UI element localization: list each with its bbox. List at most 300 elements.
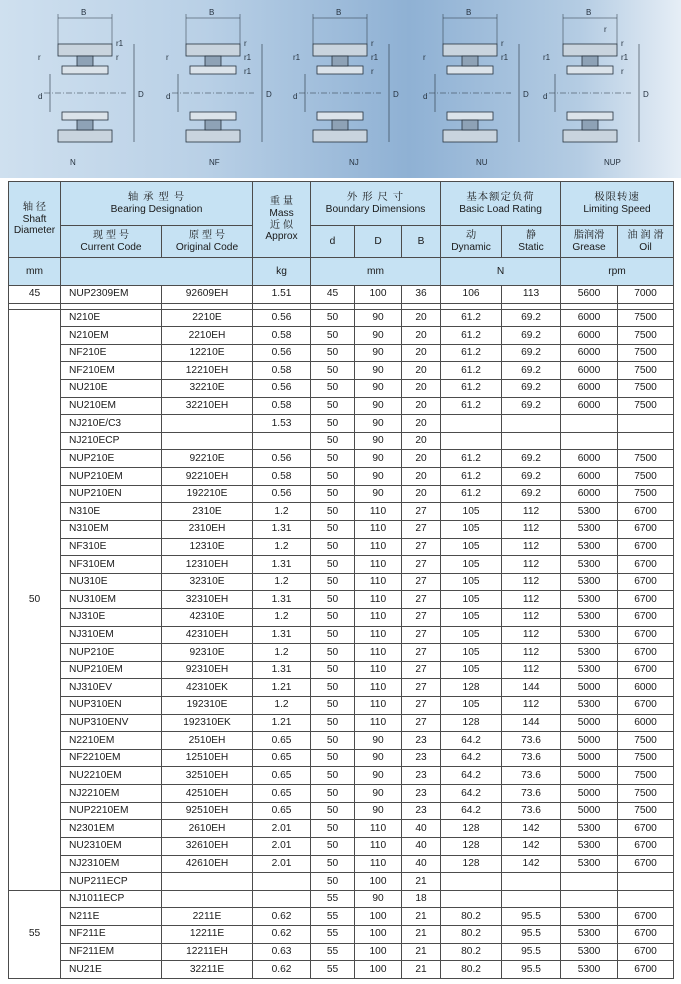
dim-label-d: d — [293, 92, 298, 101]
outer-D-cell: 90 — [355, 890, 402, 908]
oil-speed-cell: 7500 — [618, 749, 674, 767]
mass-cell: 1.31 — [253, 556, 311, 574]
bore-d-cell: 50 — [311, 837, 355, 855]
width-B-cell: 27 — [402, 538, 441, 556]
bore-d-cell: 50 — [311, 309, 355, 327]
original-code-cell: 2510EH — [162, 732, 253, 750]
outer-D-cell: 110 — [355, 679, 402, 697]
dynamic-load-cell: 61.2 — [441, 397, 502, 415]
static-load-cell: 112 — [502, 538, 561, 556]
static-load-cell: 95.5 — [502, 908, 561, 926]
dynamic-load-cell: 128 — [441, 837, 502, 855]
bore-d-cell: 50 — [311, 785, 355, 803]
static-load-cell: 142 — [502, 855, 561, 873]
shaft-diameter-cell: 55 — [9, 890, 61, 978]
current-code-cell: N210E — [61, 309, 162, 327]
bore-d-cell: 50 — [311, 873, 355, 891]
original-code-cell: 192310EK — [162, 714, 253, 732]
current-code-cell: NUP211ECP — [61, 873, 162, 891]
dim-label-r: r — [371, 39, 374, 48]
oil-zh: 油 润 滑 — [627, 229, 664, 241]
dim-label-r1: r1 — [116, 39, 124, 48]
original-code-zh: 原 型 号 — [188, 229, 226, 241]
dim-label-r: r — [371, 67, 374, 76]
bore-d-cell: 50 — [311, 520, 355, 538]
static-load-cell: 73.6 — [502, 767, 561, 785]
speed-header — [561, 182, 674, 226]
table-row — [9, 820, 674, 838]
mass-cell: 0.58 — [253, 468, 311, 486]
table-row — [9, 837, 674, 855]
outer-D-cell: 110 — [355, 556, 402, 574]
oil-speed-cell: 6700 — [618, 503, 674, 521]
original-code-en: Original Code — [175, 241, 239, 253]
static-load-cell: 69.2 — [502, 344, 561, 362]
inner-ring-top — [447, 66, 493, 74]
oil-speed-cell: 6000 — [618, 679, 674, 697]
dim-label-r: r — [423, 53, 426, 62]
diagram-name: NF — [209, 158, 220, 167]
table-row — [9, 327, 674, 345]
shaft-header — [9, 182, 61, 258]
static-load-cell: 69.2 — [502, 327, 561, 345]
dynamic-load-cell: 105 — [441, 556, 502, 574]
dynamic-load-cell — [441, 873, 502, 891]
mass-cell: 1.31 — [253, 661, 311, 679]
outer-D-cell: 90 — [355, 380, 402, 398]
dynamic-header — [441, 226, 502, 258]
current-code-cell: NF2210EM — [61, 749, 162, 767]
original-code-cell: 192310E — [162, 697, 253, 715]
bore-d-cell: 50 — [311, 608, 355, 626]
outer-D-cell: 110 — [355, 644, 402, 662]
current-code-cell: NUP310EN — [61, 697, 162, 715]
bore-d-cell: 50 — [311, 503, 355, 521]
inner-ring-bottom — [62, 112, 108, 120]
grease-speed-cell: 5300 — [561, 943, 618, 961]
static-load-cell: 113 — [502, 286, 561, 304]
original-code-cell: 92310E — [162, 644, 253, 662]
dynamic-load-cell: 80.2 — [441, 908, 502, 926]
current-code-cell: NUP210EM — [61, 468, 162, 486]
D-header: D — [355, 226, 402, 258]
grease-header — [561, 226, 618, 258]
static-en: Static — [518, 241, 544, 253]
original-code-cell: 2310EH — [162, 520, 253, 538]
mass-cell: 1.2 — [253, 538, 311, 556]
dynamic-load-cell: 64.2 — [441, 785, 502, 803]
outer-D-cell: 110 — [355, 538, 402, 556]
mass-cell: 1.21 — [253, 679, 311, 697]
width-B-cell: 23 — [402, 749, 441, 767]
original-code-cell: 2210E — [162, 309, 253, 327]
mass-cell: 1.2 — [253, 573, 311, 591]
width-B-cell: 21 — [402, 925, 441, 943]
bore-d-cell: 50 — [311, 714, 355, 732]
table-row — [9, 943, 674, 961]
d-header: d — [311, 226, 355, 258]
current-code-cell: NF210E — [61, 344, 162, 362]
mass-cell: 0.65 — [253, 802, 311, 820]
mass-header-en: Mass — [269, 207, 294, 219]
static-header — [502, 226, 561, 258]
bore-d-cell: 45 — [311, 286, 355, 304]
bore-d-cell: 50 — [311, 397, 355, 415]
dim-label-r: r — [244, 39, 247, 48]
bore-d-cell: 50 — [311, 450, 355, 468]
dynamic-load-cell: 105 — [441, 608, 502, 626]
original-code-cell: 2211E — [162, 908, 253, 926]
oil-speed-cell: 7500 — [618, 468, 674, 486]
grease-speed-cell: 5300 — [561, 626, 618, 644]
outer-D-cell: 100 — [355, 925, 402, 943]
mass-cell: 0.65 — [253, 767, 311, 785]
dynamic-load-cell: 64.2 — [441, 767, 502, 785]
static-load-cell: 95.5 — [502, 925, 561, 943]
speed-header-en: Limiting Speed — [583, 203, 651, 215]
grease-speed-cell: 6000 — [561, 380, 618, 398]
current-code-cell: NU2210EM — [61, 767, 162, 785]
oil-speed-cell: 7500 — [618, 802, 674, 820]
grease-speed-cell: 5300 — [561, 573, 618, 591]
original-code-cell: 92210E — [162, 450, 253, 468]
dynamic-load-cell: 106 — [441, 286, 502, 304]
outer-D-cell: 110 — [355, 661, 402, 679]
diagram-layer — [38, 8, 649, 167]
oil-speed-cell: 7500 — [618, 485, 674, 503]
mass-cell — [253, 873, 311, 891]
mass-header-en2: Approx — [265, 231, 298, 243]
oil-speed-cell: 6700 — [618, 626, 674, 644]
bore-d-cell: 50 — [311, 661, 355, 679]
roller-top — [462, 56, 478, 66]
dim-label-r: r — [621, 39, 624, 48]
width-B-cell: 27 — [402, 697, 441, 715]
oil-speed-cell — [618, 873, 674, 891]
load-header-zh: 基本额定负荷 — [466, 191, 535, 203]
outer-D-cell: 90 — [355, 327, 402, 345]
dim-label-B: B — [586, 8, 592, 17]
width-B-cell: 21 — [402, 908, 441, 926]
outer-D-cell: 110 — [355, 520, 402, 538]
original-code-cell: 42310EK — [162, 679, 253, 697]
dynamic-load-cell — [441, 415, 502, 433]
outer-D-cell: 110 — [355, 855, 402, 873]
table-row — [9, 538, 674, 556]
current-code-cell: NF210EM — [61, 362, 162, 380]
width-B-cell: 27 — [402, 661, 441, 679]
grease-speed-cell: 6000 — [561, 309, 618, 327]
table-row — [9, 468, 674, 486]
inner-ring-bottom — [567, 112, 613, 120]
bore-d-cell: 50 — [311, 749, 355, 767]
inner-ring-top — [62, 66, 108, 74]
oil-speed-cell: 6700 — [618, 573, 674, 591]
bore-d-cell: 50 — [311, 591, 355, 609]
grease-zh: 脂润滑 — [573, 229, 605, 241]
static-load-cell: 69.2 — [502, 485, 561, 503]
oil-speed-cell: 7500 — [618, 732, 674, 750]
table-row — [9, 908, 674, 926]
dim-label-B: B — [336, 8, 342, 17]
oil-speed-cell: 6700 — [618, 837, 674, 855]
width-B-cell: 40 — [402, 837, 441, 855]
outer-D-cell: 100 — [355, 873, 402, 891]
outer-D-cell: 110 — [355, 626, 402, 644]
original-code-cell: 192210E — [162, 485, 253, 503]
width-B-cell: 21 — [402, 961, 441, 979]
width-B-cell: 20 — [402, 344, 441, 362]
width-B-cell: 27 — [402, 679, 441, 697]
original-code-cell: 2610EH — [162, 820, 253, 838]
oil-header — [618, 226, 674, 258]
static-load-cell: 144 — [502, 714, 561, 732]
dim-label-r: r — [501, 39, 504, 48]
original-code-cell: 32211E — [162, 961, 253, 979]
original-code-cell: 42610EH — [162, 855, 253, 873]
outer-ring-bottom — [58, 130, 112, 142]
bore-d-cell: 50 — [311, 573, 355, 591]
static-load-cell: 112 — [502, 608, 561, 626]
dynamic-load-cell: 105 — [441, 661, 502, 679]
dynamic-load-cell: 80.2 — [441, 943, 502, 961]
dynamic-load-cell: 64.2 — [441, 802, 502, 820]
current-code-cell: NF310EM — [61, 556, 162, 574]
static-load-cell: 95.5 — [502, 961, 561, 979]
outer-D-cell: 110 — [355, 591, 402, 609]
dim-label-D: D — [643, 90, 649, 99]
table-row — [9, 503, 674, 521]
static-load-cell: 95.5 — [502, 943, 561, 961]
dynamic-load-cell: 105 — [441, 644, 502, 662]
width-B-cell: 23 — [402, 785, 441, 803]
shaft-header-zh: 轴 径 — [22, 201, 47, 213]
bore-d-cell: 50 — [311, 767, 355, 785]
bore-d-cell: 50 — [311, 538, 355, 556]
outer-ring-top — [443, 44, 497, 56]
dynamic-load-cell: 61.2 — [441, 344, 502, 362]
bearing-diagram-nup — [543, 8, 649, 167]
dynamic-load-cell: 128 — [441, 714, 502, 732]
grease-speed-cell: 6000 — [561, 450, 618, 468]
mass-cell: 1.31 — [253, 591, 311, 609]
oil-speed-cell: 6700 — [618, 925, 674, 943]
dim-label-D: D — [266, 90, 272, 99]
original-code-header — [162, 226, 253, 258]
dynamic-load-cell: 105 — [441, 591, 502, 609]
oil-speed-cell: 6700 — [618, 538, 674, 556]
grease-speed-cell: 5000 — [561, 714, 618, 732]
oil-speed-cell: 7500 — [618, 380, 674, 398]
header-row-1 — [9, 182, 674, 226]
original-code-cell: 42310EH — [162, 626, 253, 644]
table-row — [9, 362, 674, 380]
table-row — [9, 450, 674, 468]
mass-cell: 0.65 — [253, 749, 311, 767]
static-zh: 静 — [525, 229, 537, 241]
bore-d-cell: 50 — [311, 732, 355, 750]
mass-cell: 0.65 — [253, 732, 311, 750]
dim-label-r: r — [116, 53, 119, 62]
oil-speed-cell: 7500 — [618, 450, 674, 468]
mass-cell: 1.31 — [253, 520, 311, 538]
oil-speed-cell — [618, 432, 674, 450]
static-load-cell: 112 — [502, 661, 561, 679]
designation-header-en: Bearing Designation — [110, 203, 203, 215]
current-code-cell: NUP210EM — [61, 661, 162, 679]
original-code-cell: 12211E — [162, 925, 253, 943]
table-body — [9, 286, 674, 979]
dynamic-load-cell: 128 — [441, 679, 502, 697]
grease-speed-cell: 6000 — [561, 468, 618, 486]
table-row — [9, 344, 674, 362]
boundary-header-zh: 外 形 尺 寸 — [346, 191, 405, 203]
dim-label-D: D — [138, 90, 144, 99]
current-code-cell: NUP2309EM — [61, 286, 162, 304]
outer-ring-bottom — [443, 130, 497, 142]
bore-d-cell: 55 — [311, 908, 355, 926]
mass-cell: 0.56 — [253, 344, 311, 362]
current-code-cell: N310EM — [61, 520, 162, 538]
original-code-cell: 12210EH — [162, 362, 253, 380]
current-code-cell: NU210E — [61, 380, 162, 398]
grease-speed-cell: 5300 — [561, 855, 618, 873]
dynamic-load-cell: 61.2 — [441, 362, 502, 380]
table-row — [9, 802, 674, 820]
roller-bottom — [205, 120, 221, 130]
table-row — [9, 749, 674, 767]
roller-bottom — [332, 120, 348, 130]
load-header-en: Basic Load Rating — [459, 203, 542, 215]
oil-speed-cell: 6700 — [618, 697, 674, 715]
outer-D-cell: 90 — [355, 432, 402, 450]
original-code-cell: 12310E — [162, 538, 253, 556]
dim-label-r: r — [621, 67, 624, 76]
static-load-cell: 69.2 — [502, 397, 561, 415]
original-code-cell — [162, 432, 253, 450]
width-B-cell: 21 — [402, 943, 441, 961]
bearing-diagram-nu — [423, 8, 529, 167]
dim-label-r1: r1 — [244, 53, 252, 62]
current-code-cell: NJ210E/C3 — [61, 415, 162, 433]
table-row — [9, 485, 674, 503]
oil-en: Oil — [639, 241, 652, 253]
mass-cell: 1.2 — [253, 608, 311, 626]
oil-speed-cell: 7500 — [618, 309, 674, 327]
roller-bottom — [462, 120, 478, 130]
current-code-cell: N2210EM — [61, 732, 162, 750]
bore-d-cell: 50 — [311, 415, 355, 433]
inner-ring-bottom — [447, 112, 493, 120]
grease-speed-cell: 5300 — [561, 503, 618, 521]
oil-speed-cell: 6700 — [618, 644, 674, 662]
load-header — [441, 182, 561, 226]
unit-blank-original — [162, 258, 253, 286]
current-code-cell: NJ310EM — [61, 626, 162, 644]
bore-d-cell: 50 — [311, 679, 355, 697]
mass-cell: 2.01 — [253, 820, 311, 838]
inner-ring-top — [317, 66, 363, 74]
oil-speed-cell — [618, 890, 674, 908]
unit-speed-rpm: rpm — [561, 258, 674, 286]
original-code-cell: 92310EH — [162, 661, 253, 679]
table-row — [9, 661, 674, 679]
dynamic-load-cell: 61.2 — [441, 468, 502, 486]
oil-speed-cell — [618, 415, 674, 433]
outer-D-cell: 100 — [355, 961, 402, 979]
current-code-cell: NJ310EV — [61, 679, 162, 697]
width-B-cell: 20 — [402, 397, 441, 415]
bearing-diagrams — [0, 0, 681, 178]
table-row — [9, 380, 674, 398]
bore-d-cell: 50 — [311, 644, 355, 662]
mass-header-zh2: 近 似 — [269, 219, 294, 231]
current-code-cell: NJ2210EM — [61, 785, 162, 803]
current-code-cell: NU21E — [61, 961, 162, 979]
table-row — [9, 520, 674, 538]
static-load-cell: 112 — [502, 697, 561, 715]
oil-speed-cell: 6700 — [618, 608, 674, 626]
outer-ring-bottom — [186, 130, 240, 142]
mass-cell: 1.2 — [253, 644, 311, 662]
mass-cell: 1.21 — [253, 714, 311, 732]
table-row — [9, 286, 674, 304]
bore-d-cell: 55 — [311, 961, 355, 979]
dim-label-d: d — [166, 92, 171, 101]
current-code-cell: NJ210ECP — [61, 432, 162, 450]
static-load-cell: 112 — [502, 644, 561, 662]
mass-header-zh1: 重 量 — [269, 196, 294, 208]
current-code-cell: NU210EM — [61, 397, 162, 415]
grease-speed-cell: 5300 — [561, 820, 618, 838]
unit-load-N: N — [441, 258, 561, 286]
static-load-cell: 112 — [502, 591, 561, 609]
roller-top — [205, 56, 221, 66]
grease-speed-cell — [561, 890, 618, 908]
original-code-cell — [162, 890, 253, 908]
grease-speed-cell: 5000 — [561, 749, 618, 767]
outer-D-cell: 100 — [355, 286, 402, 304]
inner-ring-bottom — [190, 112, 236, 120]
grease-speed-cell: 5000 — [561, 679, 618, 697]
outer-ring-top — [313, 44, 367, 56]
original-code-cell: 92510EH — [162, 802, 253, 820]
static-load-cell: 144 — [502, 679, 561, 697]
table-row — [9, 644, 674, 662]
bore-d-cell: 50 — [311, 820, 355, 838]
mass-cell: 0.56 — [253, 380, 311, 398]
table-row — [9, 608, 674, 626]
bore-d-cell: 50 — [311, 855, 355, 873]
mass-cell: 1.2 — [253, 697, 311, 715]
grease-speed-cell: 5300 — [561, 837, 618, 855]
outer-D-cell: 90 — [355, 767, 402, 785]
dim-label-d: d — [543, 92, 548, 101]
outer-D-cell: 110 — [355, 837, 402, 855]
oil-speed-cell: 7500 — [618, 362, 674, 380]
outer-D-cell: 90 — [355, 485, 402, 503]
table-row — [9, 767, 674, 785]
unit-shaft-mm: mm — [9, 258, 61, 286]
static-load-cell: 142 — [502, 820, 561, 838]
bore-d-cell: 55 — [311, 890, 355, 908]
bore-d-cell: 50 — [311, 344, 355, 362]
outer-ring-top — [186, 44, 240, 56]
outer-D-cell: 110 — [355, 820, 402, 838]
grease-speed-cell: 5300 — [561, 908, 618, 926]
original-code-cell: 32610EH — [162, 837, 253, 855]
grease-speed-cell: 5300 — [561, 661, 618, 679]
